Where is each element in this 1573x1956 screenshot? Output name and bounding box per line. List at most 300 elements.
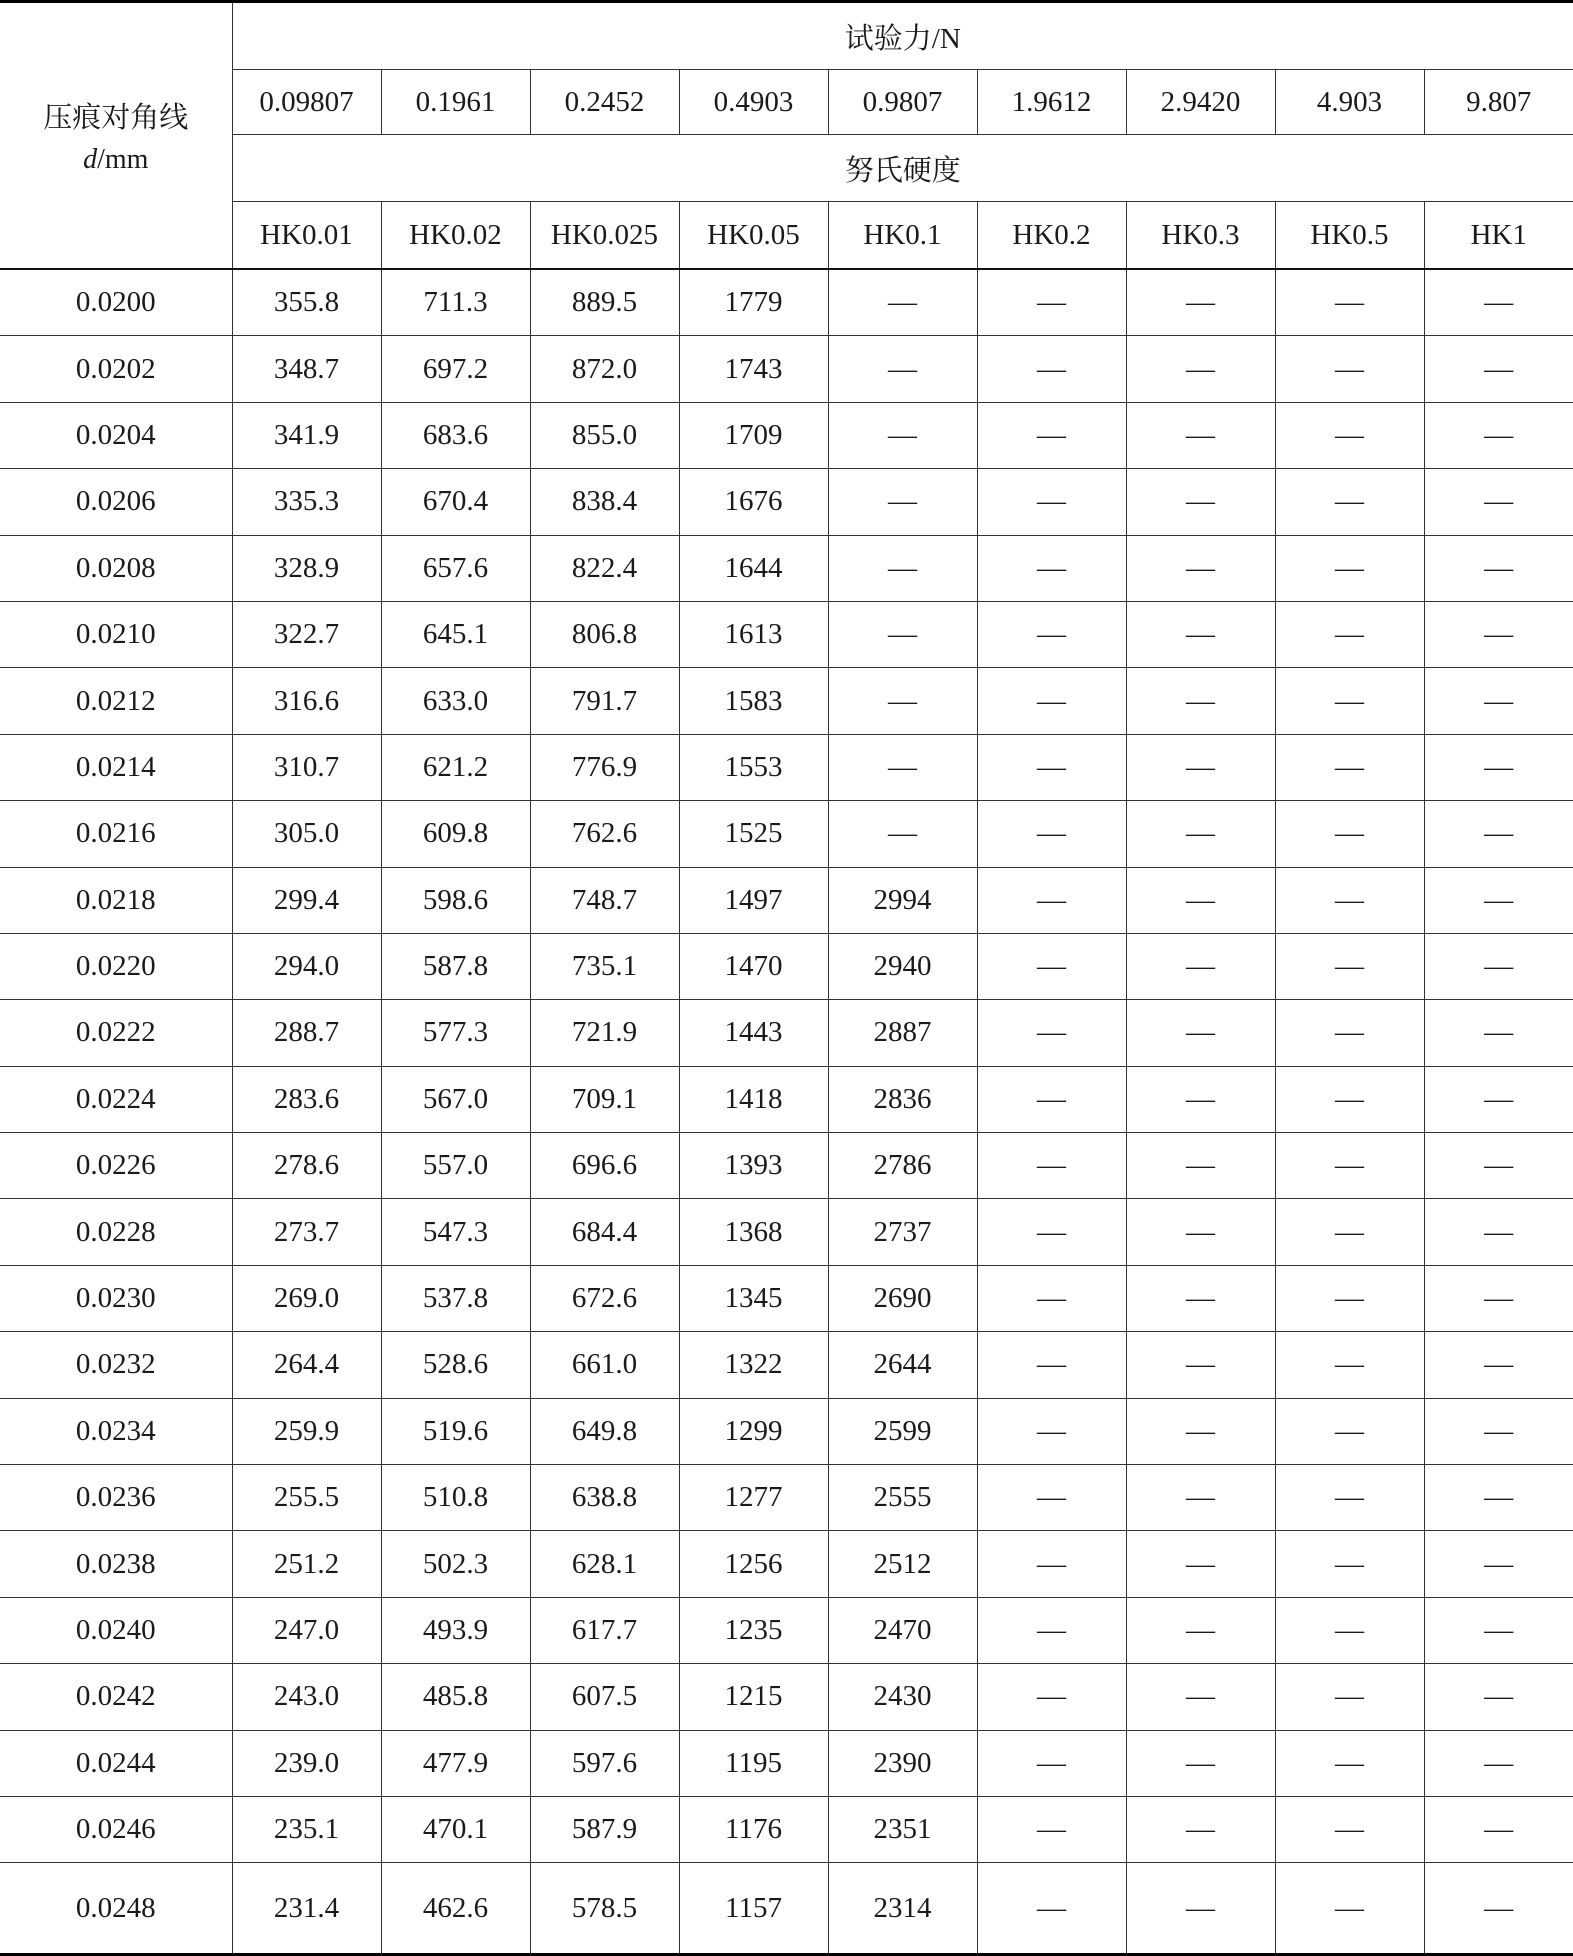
- hardness-value-cell: 235.1: [232, 1796, 381, 1862]
- hardness-value-cell: 683.6: [381, 402, 530, 468]
- diagonal-variable: d: [83, 144, 98, 175]
- diagonal-value-cell: 0.0210: [0, 601, 232, 667]
- hardness-value-cell: 247.0: [232, 1597, 381, 1663]
- hardness-value-cell: —: [977, 1730, 1126, 1796]
- hardness-value-cell: 335.3: [232, 469, 381, 535]
- hardness-value-cell: 672.6: [530, 1265, 679, 1331]
- hardness-value-cell: —: [977, 1465, 1126, 1531]
- hardness-scale-label: HK0.01: [232, 202, 381, 270]
- table-row: [0, 1133, 1573, 1199]
- hardness-value-cell: —: [977, 1000, 1126, 1066]
- diagonal-value-cell: 0.0228: [0, 1199, 232, 1265]
- hardness-value-cell: 587.9: [530, 1796, 679, 1862]
- hardness-value-cell: 1779: [679, 269, 828, 336]
- hardness-value-cell: 2512: [828, 1531, 977, 1597]
- hardness-value-cell: —: [1126, 1000, 1275, 1066]
- table-row: [0, 469, 1573, 535]
- diagonal-value-cell: 0.0232: [0, 1332, 232, 1398]
- hardness-value-cell: 2994: [828, 867, 977, 933]
- hardness-value-cell: 231.4: [232, 1863, 381, 1955]
- hardness-value-cell: 269.0: [232, 1265, 381, 1331]
- test-force-value: 1.9612: [977, 70, 1126, 135]
- hardness-value-cell: —: [1424, 535, 1573, 601]
- hardness-value-cell: —: [1126, 1597, 1275, 1663]
- hardness-value-cell: 684.4: [530, 1199, 679, 1265]
- hardness-value-cell: 485.8: [381, 1664, 530, 1730]
- hardness-value-cell: 502.3: [381, 1531, 530, 1597]
- hardness-value-cell: —: [977, 469, 1126, 535]
- hardness-value-cell: 577.3: [381, 1000, 530, 1066]
- hardness-value-cell: 2786: [828, 1133, 977, 1199]
- hardness-value-cell: —: [977, 668, 1126, 734]
- hardness-value-cell: 587.8: [381, 933, 530, 999]
- hardness-value-cell: 1256: [679, 1531, 828, 1597]
- diagonal-value-cell: 0.0204: [0, 402, 232, 468]
- hardness-value-cell: —: [828, 601, 977, 667]
- hardness-value-cell: —: [977, 1199, 1126, 1265]
- hardness-value-cell: 633.0: [381, 668, 530, 734]
- hardness-value-cell: —: [1275, 1796, 1424, 1862]
- table-row: [0, 336, 1573, 402]
- hardness-value-cell: —: [1275, 1863, 1424, 1955]
- hardness-value-cell: 776.9: [530, 734, 679, 800]
- hardness-value-cell: 1525: [679, 801, 828, 867]
- diagonal-value-cell: 0.0238: [0, 1531, 232, 1597]
- hardness-value-cell: 299.4: [232, 867, 381, 933]
- hardness-value-cell: —: [1126, 1664, 1275, 1730]
- hardness-value-cell: —: [1126, 867, 1275, 933]
- diagonal-value-cell: 0.0242: [0, 1664, 232, 1730]
- diagonal-unit: /mm: [97, 144, 149, 175]
- hardness-value-cell: 2690: [828, 1265, 977, 1331]
- hardness-value-cell: 607.5: [530, 1664, 679, 1730]
- hardness-value-cell: —: [1424, 1000, 1573, 1066]
- test-force-value: 0.9807: [828, 70, 977, 135]
- diagonal-value-cell: 0.0202: [0, 336, 232, 402]
- hardness-value-cell: 567.0: [381, 1066, 530, 1132]
- hardness-value-cell: —: [828, 734, 977, 800]
- hardness-value-cell: 1443: [679, 1000, 828, 1066]
- hardness-value-cell: 348.7: [232, 336, 381, 402]
- hardness-value-cell: 2314: [828, 1863, 977, 1955]
- hardness-value-cell: —: [1126, 801, 1275, 867]
- hardness-value-cell: 1613: [679, 601, 828, 667]
- table-body: [0, 269, 1573, 1955]
- hardness-value-cell: 493.9: [381, 1597, 530, 1663]
- hardness-value-cell: —: [1424, 734, 1573, 800]
- hardness-value-cell: 294.0: [232, 933, 381, 999]
- hardness-value-cell: —: [977, 601, 1126, 667]
- hardness-value-cell: —: [1275, 1398, 1424, 1464]
- hardness-value-cell: 1709: [679, 402, 828, 468]
- hardness-value-cell: —: [977, 867, 1126, 933]
- hardness-value-cell: —: [1126, 734, 1275, 800]
- test-force-value: 0.1961: [381, 70, 530, 135]
- hardness-value-cell: —: [1126, 535, 1275, 601]
- table-row: [0, 1597, 1573, 1663]
- hardness-value-cell: 255.5: [232, 1465, 381, 1531]
- hardness-value-cell: —: [977, 1398, 1126, 1464]
- hardness-value-cell: 1157: [679, 1863, 828, 1955]
- table-row: [0, 601, 1573, 667]
- diagonal-value-cell: 0.0212: [0, 668, 232, 734]
- hardness-value-cell: 310.7: [232, 734, 381, 800]
- hardness-scale-label: HK0.025: [530, 202, 679, 270]
- table-row: [0, 1066, 1573, 1132]
- table-row: [0, 1398, 1573, 1464]
- hardness-value-cell: —: [1126, 336, 1275, 402]
- hardness-value-cell: —: [1424, 1332, 1573, 1398]
- hardness-value-cell: 2644: [828, 1332, 977, 1398]
- hardness-value-cell: —: [1424, 402, 1573, 468]
- hardness-value-cell: —: [977, 933, 1126, 999]
- hardness-value-cell: —: [1275, 1465, 1424, 1531]
- hardness-value-cell: 709.1: [530, 1066, 679, 1132]
- hardness-value-cell: 322.7: [232, 601, 381, 667]
- hardness-value-cell: 2555: [828, 1465, 977, 1531]
- hardness-value-cell: —: [1424, 1597, 1573, 1663]
- table-row: [0, 1265, 1573, 1331]
- test-force-value: 4.903: [1275, 70, 1424, 135]
- diagonal-value-cell: 0.0236: [0, 1465, 232, 1531]
- hardness-value-cell: —: [1126, 469, 1275, 535]
- table-row: [0, 1863, 1573, 1955]
- hardness-value-cell: —: [828, 336, 977, 402]
- hardness-value-cell: 598.6: [381, 867, 530, 933]
- hardness-value-cell: —: [1275, 801, 1424, 867]
- diagonal-value-cell: 0.0240: [0, 1597, 232, 1663]
- hardness-value-cell: —: [1275, 933, 1424, 999]
- hardness-value-cell: 697.2: [381, 336, 530, 402]
- hardness-value-cell: 1322: [679, 1332, 828, 1398]
- hardness-scale-label: HK0.3: [1126, 202, 1275, 270]
- test-force-row: [0, 70, 1573, 135]
- test-force-value: 9.807: [1424, 70, 1573, 135]
- hardness-scale-label: HK0.05: [679, 202, 828, 270]
- hardness-value-cell: —: [1275, 336, 1424, 402]
- knoop-hardness-group-header: 努氏硬度: [232, 135, 1573, 202]
- hardness-value-cell: 2940: [828, 933, 977, 999]
- diagonal-value-cell: 0.0248: [0, 1863, 232, 1955]
- hardness-value-cell: 2470: [828, 1597, 977, 1663]
- hardness-value-cell: 355.8: [232, 269, 381, 336]
- diagonal-value-cell: 0.0246: [0, 1796, 232, 1862]
- diagonal-value-cell: 0.0218: [0, 867, 232, 933]
- hardness-value-cell: —: [1275, 1265, 1424, 1331]
- hardness-value-cell: 1195: [679, 1730, 828, 1796]
- diagonal-value-cell: 0.0222: [0, 1000, 232, 1066]
- hardness-value-cell: 2599: [828, 1398, 977, 1464]
- table-row: [0, 1199, 1573, 1265]
- hardness-value-cell: —: [977, 1332, 1126, 1398]
- hardness-value-cell: —: [1126, 1730, 1275, 1796]
- hardness-value-cell: 711.3: [381, 269, 530, 336]
- hardness-value-cell: 547.3: [381, 1199, 530, 1265]
- hardness-value-cell: 872.0: [530, 336, 679, 402]
- hardness-value-cell: 519.6: [381, 1398, 530, 1464]
- hardness-value-cell: 806.8: [530, 601, 679, 667]
- hardness-value-cell: —: [1126, 402, 1275, 468]
- hardness-value-cell: 838.4: [530, 469, 679, 535]
- hardness-value-cell: 283.6: [232, 1066, 381, 1132]
- table-row: [0, 668, 1573, 734]
- test-force-value: 2.9420: [1126, 70, 1275, 135]
- hardness-value-cell: —: [1275, 867, 1424, 933]
- hardness-value-cell: —: [1126, 1066, 1275, 1132]
- hardness-value-cell: —: [977, 1133, 1126, 1199]
- hardness-value-cell: 462.6: [381, 1863, 530, 1955]
- hardness-value-cell: 791.7: [530, 668, 679, 734]
- hardness-value-cell: 735.1: [530, 933, 679, 999]
- hardness-value-cell: —: [977, 269, 1126, 336]
- hardness-value-cell: 1644: [679, 535, 828, 601]
- hardness-scale-label: HK0.02: [381, 202, 530, 270]
- hardness-value-cell: 2351: [828, 1796, 977, 1862]
- hardness-value-cell: —: [1126, 269, 1275, 336]
- hardness-value-cell: —: [1424, 867, 1573, 933]
- hardness-value-cell: —: [1275, 535, 1424, 601]
- diagonal-value-cell: 0.0234: [0, 1398, 232, 1464]
- hardness-scale-row: [0, 202, 1573, 270]
- hardness-value-cell: —: [1424, 1531, 1573, 1597]
- hardness-value-cell: 288.7: [232, 1000, 381, 1066]
- diagonal-value-cell: 0.0206: [0, 469, 232, 535]
- table-row: [0, 1664, 1573, 1730]
- hardness-value-cell: —: [1126, 1265, 1275, 1331]
- hardness-value-cell: —: [1424, 1398, 1573, 1464]
- hardness-value-cell: —: [977, 1597, 1126, 1663]
- hardness-value-cell: 510.8: [381, 1465, 530, 1531]
- hardness-value-cell: 649.8: [530, 1398, 679, 1464]
- hardness-value-cell: 889.5: [530, 269, 679, 336]
- hardness-scale-label: HK0.2: [977, 202, 1126, 270]
- hardness-value-cell: 278.6: [232, 1133, 381, 1199]
- hardness-scale-label: HK0.1: [828, 202, 977, 270]
- hardness-value-cell: —: [1126, 668, 1275, 734]
- hardness-value-cell: —: [828, 668, 977, 734]
- test-force-group-header: 试验力/N: [232, 2, 1573, 70]
- diagonal-value-cell: 0.0216: [0, 801, 232, 867]
- hardness-value-cell: 1393: [679, 1133, 828, 1199]
- hardness-value-cell: —: [828, 269, 977, 336]
- hardness-value-cell: —: [1424, 269, 1573, 336]
- hardness-value-cell: 748.7: [530, 867, 679, 933]
- hardness-value-cell: 1583: [679, 668, 828, 734]
- hardness-value-cell: 1418: [679, 1066, 828, 1132]
- hardness-value-cell: 264.4: [232, 1332, 381, 1398]
- hardness-value-cell: 670.4: [381, 469, 530, 535]
- hardness-value-cell: 638.8: [530, 1465, 679, 1531]
- hardness-value-cell: 477.9: [381, 1730, 530, 1796]
- hardness-value-cell: —: [1424, 668, 1573, 734]
- hardness-value-cell: 528.6: [381, 1332, 530, 1398]
- diagonal-header-unit-line: [0, 144, 232, 176]
- hardness-value-cell: —: [1126, 1465, 1275, 1531]
- hardness-value-cell: —: [1275, 269, 1424, 336]
- diagonal-value-cell: 0.0220: [0, 933, 232, 999]
- hardness-value-cell: —: [1275, 402, 1424, 468]
- hardness-value-cell: 1176: [679, 1796, 828, 1862]
- hardness-value-cell: —: [1126, 1332, 1275, 1398]
- hardness-value-cell: 251.2: [232, 1531, 381, 1597]
- hardness-value-cell: 557.0: [381, 1133, 530, 1199]
- diagonal-column-header: [0, 2, 232, 270]
- hardness-value-cell: 1345: [679, 1265, 828, 1331]
- table-row: [0, 1796, 1573, 1862]
- hardness-value-cell: —: [1126, 1133, 1275, 1199]
- hardness-value-cell: 1676: [679, 469, 828, 535]
- table-row: [0, 1465, 1573, 1531]
- hardness-value-cell: —: [977, 1531, 1126, 1597]
- hardness-value-cell: —: [1424, 601, 1573, 667]
- hardness-value-cell: —: [977, 734, 1126, 800]
- hardness-value-cell: —: [1275, 734, 1424, 800]
- hardness-value-cell: —: [828, 402, 977, 468]
- hardness-value-cell: 721.9: [530, 1000, 679, 1066]
- hardness-value-cell: —: [1424, 801, 1573, 867]
- diagonal-value-cell: 0.0214: [0, 734, 232, 800]
- table-row: [0, 269, 1573, 336]
- hardness-value-cell: —: [977, 1265, 1126, 1331]
- hardness-value-cell: 578.5: [530, 1863, 679, 1955]
- hardness-value-cell: 316.6: [232, 668, 381, 734]
- hardness-value-cell: 1277: [679, 1465, 828, 1531]
- hardness-value-cell: 341.9: [232, 402, 381, 468]
- hardness-value-cell: 2887: [828, 1000, 977, 1066]
- hardness-value-cell: —: [1275, 1133, 1424, 1199]
- hardness-value-cell: 696.6: [530, 1133, 679, 1199]
- table-row: [0, 1531, 1573, 1597]
- hardness-value-cell: 645.1: [381, 601, 530, 667]
- hardness-value-cell: —: [977, 1863, 1126, 1955]
- hardness-value-cell: —: [1126, 1863, 1275, 1955]
- hardness-value-cell: —: [1424, 469, 1573, 535]
- hardness-value-cell: 537.8: [381, 1265, 530, 1331]
- hardness-value-cell: 617.7: [530, 1597, 679, 1663]
- table-row: [0, 1000, 1573, 1066]
- table-row: [0, 1730, 1573, 1796]
- table-row: [0, 933, 1573, 999]
- hardness-value-cell: —: [1424, 1664, 1573, 1730]
- hardness-value-cell: 2836: [828, 1066, 977, 1132]
- test-force-value: 0.4903: [679, 70, 828, 135]
- hardness-value-cell: 621.2: [381, 734, 530, 800]
- table-row: [0, 734, 1573, 800]
- hardness-value-cell: —: [1126, 1199, 1275, 1265]
- hardness-value-cell: —: [977, 1664, 1126, 1730]
- hardness-value-cell: —: [1275, 1531, 1424, 1597]
- hardness-value-cell: —: [1126, 1531, 1275, 1597]
- diagonal-value-cell: 0.0208: [0, 535, 232, 601]
- hardness-value-cell: —: [977, 535, 1126, 601]
- diagonal-value-cell: 0.0226: [0, 1133, 232, 1199]
- table-row: [0, 535, 1573, 601]
- hardness-value-cell: —: [1424, 1730, 1573, 1796]
- hardness-value-cell: 855.0: [530, 402, 679, 468]
- hardness-value-cell: —: [1424, 1199, 1573, 1265]
- hardness-value-cell: 628.1: [530, 1531, 679, 1597]
- table-row: [0, 801, 1573, 867]
- hardness-value-cell: 328.9: [232, 535, 381, 601]
- hardness-value-cell: 822.4: [530, 535, 679, 601]
- test-force-value: 0.2452: [530, 70, 679, 135]
- hardness-value-cell: 1470: [679, 933, 828, 999]
- hardness-value-cell: —: [828, 469, 977, 535]
- diagonal-value-cell: 0.0200: [0, 269, 232, 336]
- hardness-value-cell: 259.9: [232, 1398, 381, 1464]
- hardness-value-cell: 273.7: [232, 1199, 381, 1265]
- hardness-value-cell: —: [1275, 1332, 1424, 1398]
- hardness-value-cell: 762.6: [530, 801, 679, 867]
- hardness-value-cell: —: [828, 801, 977, 867]
- hardness-value-cell: —: [1424, 1066, 1573, 1132]
- hardness-value-cell: —: [1275, 1066, 1424, 1132]
- hardness-value-cell: 1743: [679, 336, 828, 402]
- table-row: [0, 1332, 1573, 1398]
- hardness-value-cell: —: [1275, 668, 1424, 734]
- hardness-value-cell: —: [977, 1066, 1126, 1132]
- hardness-value-cell: —: [1424, 1465, 1573, 1531]
- hardness-value-cell: —: [1126, 933, 1275, 999]
- table-row: [0, 867, 1573, 933]
- hardness-value-cell: —: [977, 1796, 1126, 1862]
- hardness-value-cell: —: [1275, 1199, 1424, 1265]
- hardness-value-cell: —: [1424, 1863, 1573, 1955]
- hardness-value-cell: —: [1424, 1796, 1573, 1862]
- hardness-value-cell: —: [977, 402, 1126, 468]
- hardness-value-cell: 661.0: [530, 1332, 679, 1398]
- hardness-value-cell: —: [1424, 933, 1573, 999]
- hardness-value-cell: —: [1275, 601, 1424, 667]
- hardness-value-cell: 1235: [679, 1597, 828, 1663]
- hardness-value-cell: —: [1275, 1730, 1424, 1796]
- hardness-value-cell: 239.0: [232, 1730, 381, 1796]
- diagonal-value-cell: 0.0244: [0, 1730, 232, 1796]
- hardness-value-cell: 243.0: [232, 1664, 381, 1730]
- hardness-value-cell: 1497: [679, 867, 828, 933]
- hardness-value-cell: —: [1275, 1000, 1424, 1066]
- hardness-value-cell: 1215: [679, 1664, 828, 1730]
- hardness-value-cell: 305.0: [232, 801, 381, 867]
- hardness-scale-label: HK1: [1424, 202, 1573, 270]
- hardness-value-cell: —: [977, 336, 1126, 402]
- hardness-value-cell: 1553: [679, 734, 828, 800]
- hardness-value-cell: —: [1424, 1133, 1573, 1199]
- hardness-value-cell: —: [1126, 1796, 1275, 1862]
- hardness-scale-label: HK0.5: [1275, 202, 1424, 270]
- diagonal-header-label: 压痕对角线: [43, 102, 189, 134]
- hardness-value-cell: —: [1424, 336, 1573, 402]
- hardness-value-cell: 1368: [679, 1199, 828, 1265]
- table-row: [0, 402, 1573, 468]
- hardness-value-cell: 657.6: [381, 535, 530, 601]
- hardness-value-cell: 2430: [828, 1664, 977, 1730]
- hardness-value-cell: —: [1275, 1597, 1424, 1663]
- hardness-value-cell: —: [828, 535, 977, 601]
- diagonal-value-cell: 0.0224: [0, 1066, 232, 1132]
- hardness-value-cell: 2390: [828, 1730, 977, 1796]
- hardness-value-cell: —: [1275, 469, 1424, 535]
- test-force-value: 0.09807: [232, 70, 381, 135]
- hardness-value-cell: 597.6: [530, 1730, 679, 1796]
- hardness-value-cell: —: [1126, 601, 1275, 667]
- hardness-value-cell: 609.8: [381, 801, 530, 867]
- diagonal-value-cell: 0.0230: [0, 1265, 232, 1331]
- hardness-value-cell: —: [1126, 1398, 1275, 1464]
- hardness-value-cell: 470.1: [381, 1796, 530, 1862]
- hardness-value-cell: —: [1424, 1265, 1573, 1331]
- hardness-value-cell: —: [1275, 1664, 1424, 1730]
